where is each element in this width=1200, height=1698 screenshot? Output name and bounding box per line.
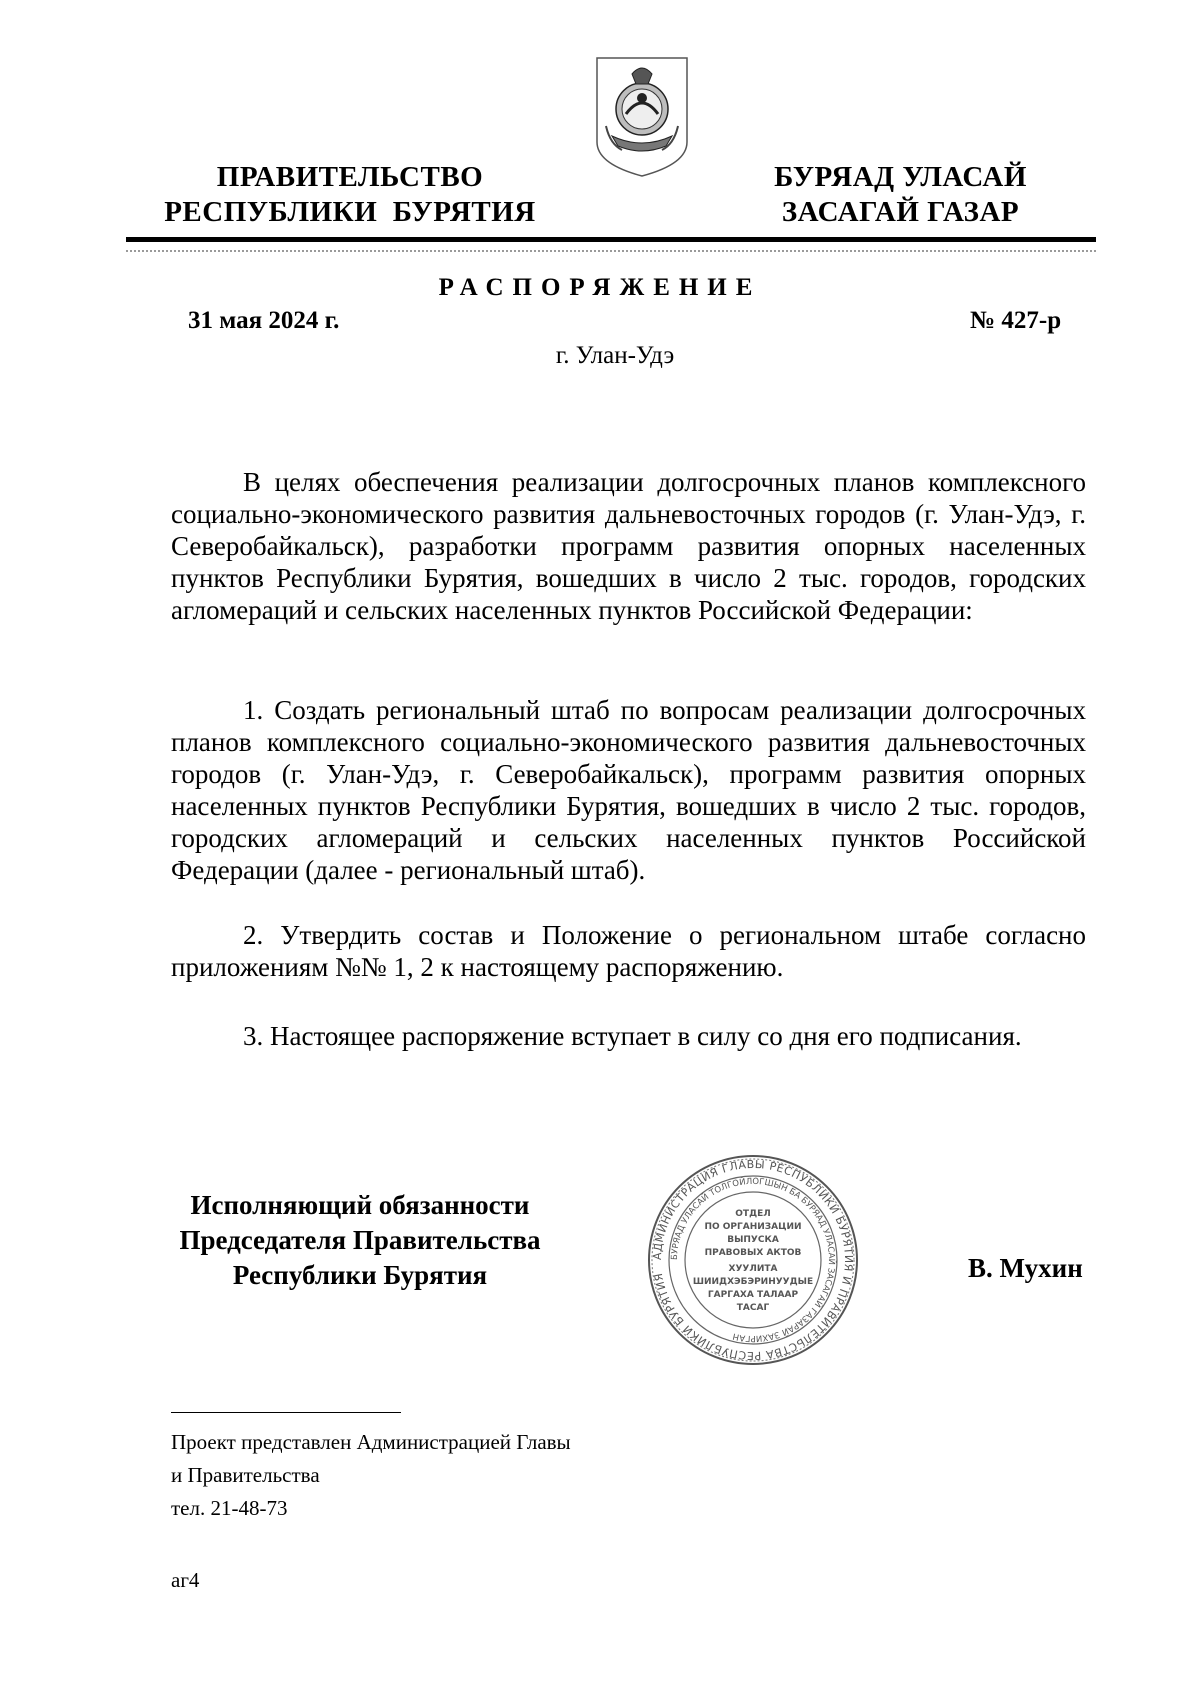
document-number: № 427-р — [970, 307, 1062, 334]
signatory-position — [150, 1188, 570, 1293]
seal-center-line: ШИИДХЭБЭРИНУУДЫЕ — [692, 1277, 814, 1287]
signatory-name: В. Мухин — [968, 1253, 1083, 1283]
document-date: 31 мая 2024 г. — [188, 307, 340, 334]
org-bua-line1: БУРЯАД УЛАСАЙ — [774, 161, 1027, 193]
item-3-paragraph: 3. Настоящее распоряжение вступает в силу со дня его подписания. — [243, 1021, 1022, 1051]
item-1-paragraph: 1. Создать региональный штаб по вопросам реализации долгосрочных планов комплексного социально-экономического развития дальневосточных городов (г. Улан-Удэ, г. Северобайкальск), программ развития опорных населенных пунктов Республики Бурятия, вошедших в число 2 тыс. городов, городских агломераций и сельских населенных пунктов Российской Федерации (далее - региональный штаб). — [171, 695, 1086, 885]
official-seal-stamp — [643, 1150, 863, 1370]
document-city: г. Улан-Удэ — [555, 342, 675, 369]
seal-center-line: ХУУЛИТА — [728, 1264, 778, 1274]
seal-outer-text: АДМИНИСТРАЦИЯ ГЛАВЫ РЕСПУБЛИКИ БУРЯТИЯ И ПРАВИТЕЛЬСТВА РЕСПУБЛИКИ БУРЯТИЯ — [650, 1157, 856, 1363]
position-line2: Председателя Правительства — [179, 1225, 541, 1255]
seal-inner-text: БУРЯАД УЛАСАЙ ТОЛГОЙЛОГШЫН БА БУРЯАД УЛАСАЙ ЗАСАГАЙ ГАЗАРАЙ ЗАХИРГАН — [669, 1176, 837, 1344]
document-title: РАСПОРЯЖЕНИЕ — [438, 274, 762, 301]
org-name-russian — [150, 160, 550, 230]
header-rule-thick — [126, 237, 1096, 242]
footnote-line1: Проект представлен Администрацией Главы — [171, 1430, 571, 1454]
org-ru-line2: РЕСПУБЛИКИ БУРЯТИЯ — [164, 196, 536, 228]
registration-code: аг4 — [171, 1568, 200, 1592]
org-ru-line1: ПРАВИТЕЛЬСТВО — [216, 161, 484, 193]
seal-center-line: ГАРГАХА ТАЛААР — [707, 1290, 799, 1300]
position-line3: Республики Бурятия — [232, 1260, 488, 1290]
org-bua-line2: ЗАСАГАЙ ГАЗАР — [781, 196, 1020, 228]
intro-paragraph: В целях обеспечения реализации долгосрочных планов комплексного социально-экономического развития дальневосточных городов (г. Улан-Удэ, г. Северобайкальск), разработки программ развития опорных населенных пунктов Республики Бурятия, вошедших в число 2 тыс. городов, городских агломераций и сельских населенных пунктов Российской Федерации: — [171, 467, 1086, 625]
coat-of-arms-emblem — [592, 54, 692, 180]
seal-center-line: ПО ОРГАНИЗАЦИИ — [704, 1222, 802, 1232]
footnote-line2: и Правительства — [171, 1463, 320, 1487]
seal-center-line: ВЫПУСКА — [727, 1235, 779, 1245]
org-name-buryat — [738, 160, 1063, 230]
header-rule-thin — [126, 250, 1096, 252]
footnote-rule — [171, 1412, 401, 1413]
seal-center-line: ОТДЕЛ — [735, 1209, 771, 1219]
svg-text:АДМИНИСТРАЦИЯ ГЛАВЫ РЕСПУБЛИКИ — [651, 1158, 855, 1362]
seal-center-line: ПРАВОВЫХ АКТОВ — [704, 1248, 802, 1258]
position-line1: Исполняющий обязанности — [190, 1190, 530, 1220]
footnote-phone: тел. 21-48-73 — [171, 1496, 288, 1520]
footnote — [171, 1426, 571, 1525]
seal-center-line: ТАСАГ — [736, 1303, 770, 1313]
item-2-paragraph: 2. Утвердить состав и Положение о региональном штабе согласно приложениям №№ 1, 2 к настоящему распоряжению. — [171, 920, 1086, 982]
